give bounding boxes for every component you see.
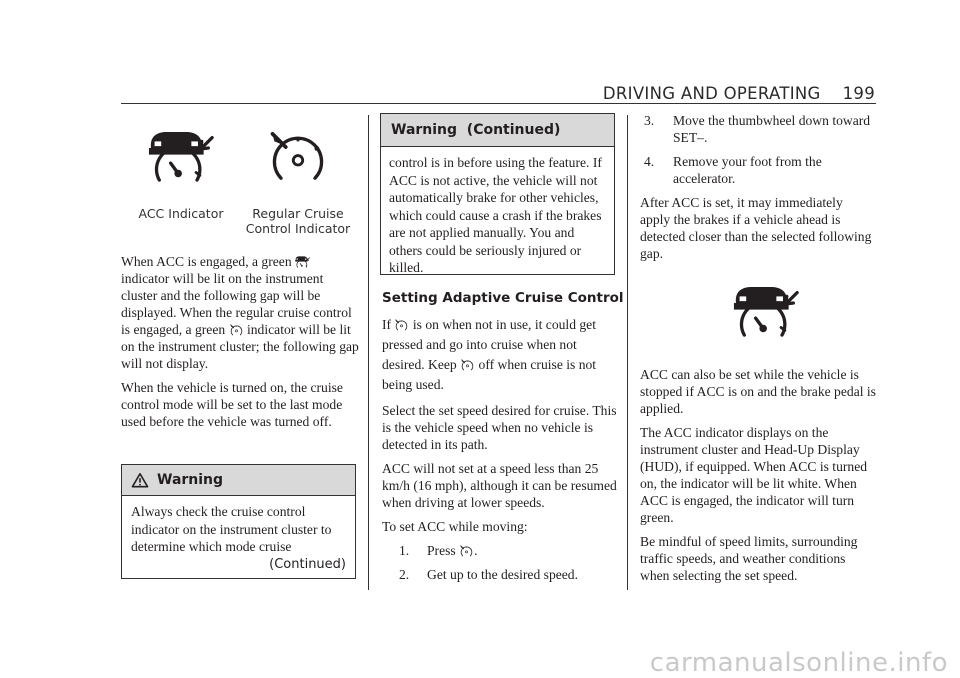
cruise-inline-icon xyxy=(229,323,244,337)
minimum-speed-paragraph: ACC will not set at a speed less than 25 km/h (16 mph), although it can be resumed when driving at lower speeds. xyxy=(382,461,617,510)
warning-header xyxy=(122,465,355,496)
step-number: 2. xyxy=(399,567,410,582)
page-number: 199 xyxy=(842,84,875,103)
list-item xyxy=(644,112,876,146)
header-rule xyxy=(121,103,876,104)
step-text: Remove your foot from the accelerator. xyxy=(673,154,822,186)
step-text-end: . xyxy=(474,543,478,558)
acc-engaged-paragraph xyxy=(121,253,361,372)
warning-box xyxy=(121,464,356,579)
list-item xyxy=(399,566,618,583)
continued-label: (Continued) xyxy=(269,556,346,572)
stopped-set-paragraph: ACC can also be set while the vehicle is stopped if ACC is on and the brake pedal is applied. xyxy=(640,367,876,416)
warning-triangle-icon xyxy=(131,472,149,488)
warning-body xyxy=(122,496,355,573)
warning-continued-title: Warning (Continued) xyxy=(391,122,561,138)
steps-list-part1 xyxy=(382,542,618,583)
watermark: carmanualsonline.info xyxy=(649,648,948,678)
warning-continued-body: control is in before using the feature. If ACC is not active, the vehicle will not automatically brake for other vehicles, which could cause a crash if the brakes are not applied manually. You and others could be seriously injured or killed. xyxy=(389,155,602,275)
list-item xyxy=(399,542,618,559)
cruise-inline-icon xyxy=(394,318,409,332)
page-header xyxy=(0,84,875,103)
middle-column-text xyxy=(382,315,618,590)
text-run: is on when not in use, it could get pressed and go into cruise when not desired. Keep xyxy=(382,317,596,372)
warning-title: Warning xyxy=(157,472,224,488)
speed-limits-paragraph: Be mindful of speed limits, surrounding traffic speeds, and weather conditions when selecting the set speed. xyxy=(640,534,858,583)
step-number: 1. xyxy=(399,543,410,558)
warning-continued-box xyxy=(380,113,615,275)
set-acc-intro: To set ACC while moving: xyxy=(382,519,528,534)
acc-inline-icon xyxy=(295,255,310,269)
column-divider-2 xyxy=(627,115,628,590)
left-column-text xyxy=(121,253,361,437)
warning-continued-header xyxy=(381,114,614,147)
brake-gap-paragraph: After ACC is set, it may immediately apply the brakes if a vehicle ahead is detected closer than the selected following gap. xyxy=(640,195,872,261)
indicator-display-paragraph: The ACC indicator displays on the instrument cluster and Head-Up Display (HUD), if equipped. When ACC is turned on, the indicator will be lit white. When ACC is engaged, the indicator will turn green. xyxy=(640,425,868,525)
cruise-control-indicator-icon xyxy=(265,128,331,185)
cruise-inline-icon xyxy=(460,358,475,372)
text-run: off when cruise is not being used. xyxy=(382,357,597,392)
step-number: 4. xyxy=(644,154,655,169)
step-text: Get up to the desired speed. xyxy=(427,567,578,582)
cruise-caption-line2: Control Indicator xyxy=(245,221,351,236)
cruise-button-paragraph xyxy=(382,315,618,395)
set-speed-paragraph: Select the set speed desired for cruise. This is the vehicle speed when no vehicle is detected in its path. xyxy=(382,403,617,452)
right-column-steps xyxy=(640,112,876,269)
text-run: When ACC is engaged, a green xyxy=(121,254,292,269)
text-run: If xyxy=(382,317,392,332)
cruise-inline-icon xyxy=(459,544,474,558)
list-item xyxy=(644,153,876,187)
cruise-mode-paragraph: When the vehicle is turned on, the cruise control mode will be set to the last mode used before the vehicle was turned off. xyxy=(121,380,343,429)
text-run: indicator will be lit on the instrument cluster; the following gap will not display. xyxy=(121,322,359,371)
acc-indicator-icon xyxy=(148,128,214,185)
text-run: indicator will be lit on the instrument cluster and the following gap will be displayed. When the regular cruise control is engaged, a green xyxy=(121,271,352,337)
cruise-indicator-caption xyxy=(236,206,360,236)
step-number: 3. xyxy=(644,113,655,128)
right-column-text xyxy=(640,366,876,591)
section-heading: Setting Adaptive Cruise Control xyxy=(382,290,624,306)
acc-indicator-icon xyxy=(733,283,799,340)
step-text: Press xyxy=(427,543,456,558)
column-divider-1 xyxy=(368,115,369,590)
step-text: Move the thumbwheel down toward SET–. xyxy=(673,113,871,145)
section-title: DRIVING AND OPERATING xyxy=(602,84,821,103)
cruise-caption-line1: Regular Cruise xyxy=(252,206,344,221)
acc-indicator-caption: ACC Indicator xyxy=(138,206,224,221)
warning-text: Always check the cruise control indicator on the instrument cluster to determine which mode cruise xyxy=(131,504,332,554)
steps-list-part2 xyxy=(640,112,876,187)
